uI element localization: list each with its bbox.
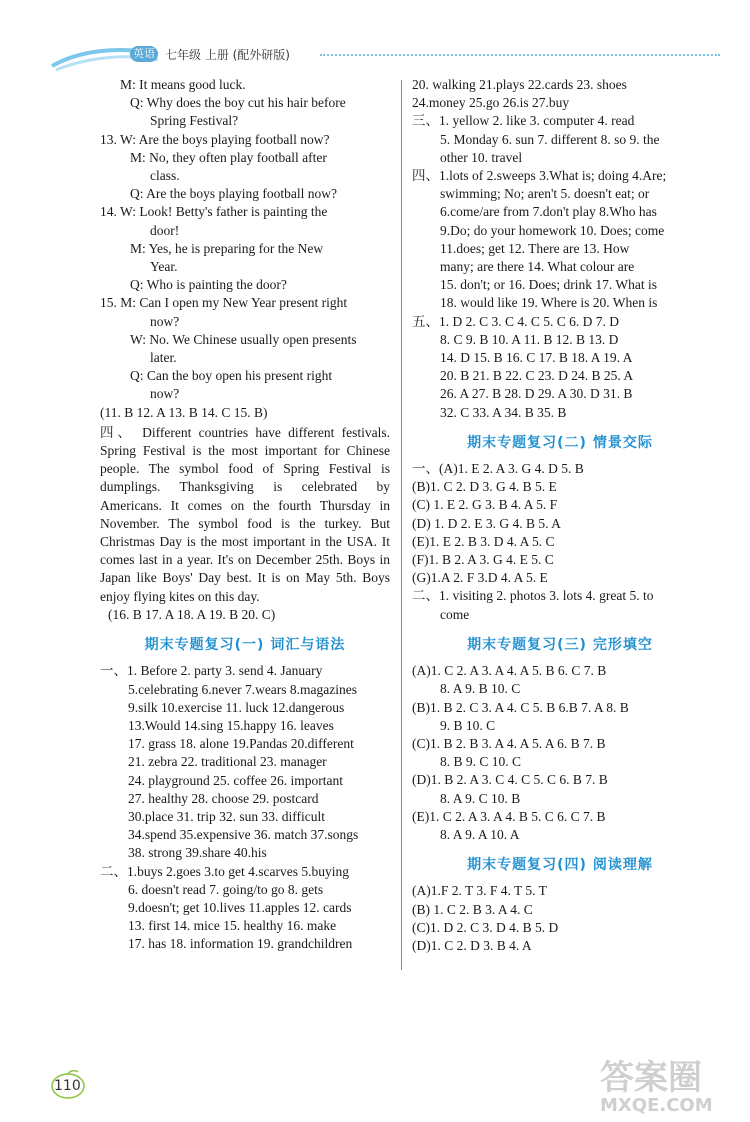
answer-line: 18. would like 19. Where is 20. When is [440,295,658,311]
listening-transcript [100,76,390,422]
answer-line: 一、(A)1. E 2. A 3. G 4. D 5. B [412,461,584,477]
answer-line: door! [150,222,180,238]
answer-line: W: No. We Chinese usually open presents [130,331,357,347]
section-title-reading: 期末专题复习(四) 阅读理解 [467,857,653,874]
answer-line: (C) 1. E 2. G 3. B 4. A 5. F [412,497,558,513]
left-column [100,76,390,954]
answer-line: class. [150,168,180,184]
answer-line: 34.spend 35.expensive 36. match 37.songs [128,827,359,843]
header-dotted-rule [320,54,720,56]
answer-line: 9.doesn't; get 10.lives 11.apples 12. cards [128,899,352,915]
answer-line: 一、1. Before 2. party 3. send 4. January [100,663,323,679]
answer-line: (D) 1. D 2. E 3. G 4. B 5. A [412,515,561,531]
answer-line: 二、1. visiting 2. photos 3. lots 4. great 5. to [412,588,654,604]
answer-line: 6.come/are from 7.don't play 8.Who has [440,204,657,220]
answer-line: 9. B 10. C [440,717,496,733]
answer-line: 17. grass 18. alone 19.Pandas 20.different [128,736,354,752]
answer-line: 13.Would 14.sing 15.happy 16. leaves [128,717,334,733]
answer-line: now? [150,386,180,402]
answer-line: (11. B 12. A 13. B 14. C 15. B) [100,404,268,420]
section-title-cloze: 期末专题复习(三) 完形填空 [467,636,653,653]
answer-line: M: No, they often play football after [130,149,327,165]
answer-line: 6. doesn't read 7. going/to go 8. gets [128,881,324,897]
answer-line: Q: Who is painting the door? [130,277,287,293]
answer-line: (E)1. C 2. A 3. A 4. B 5. C 6. C 7. B [412,808,606,824]
answer-line: other 10. travel [440,149,523,165]
page-header [0,0,750,75]
column-divider [401,80,402,970]
answer-line: 20. B 21. B 22. C 23. D 24. B 25. A [440,368,634,384]
answer-line: (B)1. B 2. C 3. A 4. C 5. B 6.B 7. A 8. B [412,699,629,715]
answer-line: 24.money 25.go 26.is 27.buy [412,95,570,111]
answer-line: swimming; No; aren't 5. doesn't eat; or [440,186,650,202]
answer-line: 38. strong 39.share 40.his [128,845,267,861]
subject-pill: 英语 [130,46,158,62]
answer-line: (F)1. B 2. A 3. G 4. E 5. C [412,552,554,568]
vocab-grammar-answers [100,662,390,953]
answer-line: 14. W: Look! Betty's father is painting the [100,204,328,220]
page-number-text: 110 [54,1078,81,1094]
answer-line: 五、1. D 2. C 3. C 4. C 5. C 6. D 7. D [412,313,620,329]
answer-line: now? [150,313,180,329]
answer-line: 17. has 18. information 19. grandchildren [128,936,353,952]
answer-line: 8. C 9. B 10. A 11. B 12. B 13. D [440,331,619,347]
answer-line: Q: Can the boy open his present right [130,368,333,384]
page-number [50,1070,90,1100]
answer-line: 26. A 27. B 28. D 29. A 30. D 31. B [440,386,633,402]
answer-line: 30.place 31. trip 32. sun 33. difficult [128,808,325,824]
answer-line: 15. M: Can I open my New Year present right [100,295,348,311]
answer-line: 四、1.lots of 2.sweeps 3.What is; doing 4.Are; [412,168,667,184]
answer-line: 32. C 33. A 34. B 35. B [440,404,567,420]
answer-line: (A)1.F 2. T 3. F 4. T 5. T [412,883,547,899]
right-column [412,76,708,955]
answer-line: 13. W: Are the boys playing football now? [100,131,330,147]
answer-line: later. [150,350,177,366]
section-title-situational: 期末专题复习(二) 情景交际 [467,434,653,451]
answer-line: 9.Do; do your homework 10. Does; come [440,222,665,238]
answer-line: 13. first 14. mice 15. healthy 16. make [128,918,337,934]
watermark [600,1060,740,1120]
answer-line: Q: Are the boys playing football now? [130,186,337,202]
answer-line: (B) 1. C 2. B 3. A 4. C [412,901,533,917]
book-title: 七年级 上册 (配外研版) [165,48,290,62]
answer-line: (A)1. C 2. A 3. A 4. A 5. B 6. C 7. B [412,663,607,679]
answer-line: 14. D 15. B 16. C 17. B 18. A 19. A [440,350,633,366]
answer-line: Spring Festival? [150,113,239,129]
answer-block-top [412,76,708,422]
section-title-vocab-grammar: 期末专题复习(一) 词汇与语法 [144,637,346,654]
reading-answers [412,882,708,955]
cloze-answers [412,662,708,844]
watermark-url: MXQE.COM [600,1095,713,1116]
reading-passage: 四、 Different countries have different festivals. Spring Festival is the most important for Chinese people. The symbol food of Spring Festival is dumplings. Thanksgiving is celebrated by Americans. It comes on the fourth Thursday in November. The symbol food is the turkey. But Christmas Day is the most important in the USA. It comes last in a year. It's on December 25th. Boys in Japan like Boys' Day best. It is on May 5th. Boys enjoy flying kites on this day. [100,424,390,604]
answer-line: 二、1.buys 2.goes 3.to get 4.scarves 5.buying [100,863,349,879]
answer-line: 27. healthy 28. choose 29. postcard [128,790,319,806]
answer-line: 8. A 9. B 10. C [440,681,521,697]
answer-line: (C)1. B 2. B 3. A 4. A 5. A 6. B 7. B [412,735,606,751]
situational-answers [412,460,708,624]
answer-line: 8. B 9. C 10. C [440,754,522,770]
answer-line: 20. walking 21.plays 22.cards 23. shoes [412,77,627,92]
answer-line: Year. [150,259,178,275]
answer-line: 9.silk 10.exercise 11. luck 12.dangerous [128,699,345,715]
answer-line: (G)1.A 2. F 3.D 4. A 5. E [412,570,548,586]
answer-line: 11.does; get 12. There are 13. How [440,240,630,256]
answer-line: (B)1. C 2. D 3. G 4. B 5. E [412,479,557,495]
passage-answers: (16. B 17. A 18. A 19. B 20. C) [108,606,276,622]
answer-line: many; are there 14. What colour are [440,259,635,275]
answer-line: 15. don't; or 16. Does; drink 17. What is [440,277,658,293]
answer-line: (E)1. E 2. B 3. D 4. A 5. C [412,533,555,549]
answer-line: (D)1. C 2. D 3. B 4. A [412,937,532,953]
answer-line: 8. A 9. A 10. A [440,826,520,842]
answer-line: M: It means good luck. [120,77,246,92]
answer-line: 8. A 9. C 10. B [440,790,521,806]
answer-line: Q: Why does the boy cut his hair before [130,95,346,111]
watermark-logo-text: 答案圈 [600,1058,702,1098]
answer-line: (D)1. B 2. A 3. C 4. C 5. C 6. B 7. B [412,772,608,788]
answer-line: come [440,606,470,622]
answer-line: 21. zebra 22. traditional 23. manager [128,754,327,770]
answer-line: 三、1. yellow 2. like 3. computer 4. read [412,113,635,129]
answer-line: 5. Monday 6. sun 7. different 8. so 9. the [440,131,660,147]
answer-line: M: Yes, he is preparing for the New [130,240,324,256]
answer-line: 24. playground 25. coffee 26. important [128,772,343,788]
answer-line: 5.celebrating 6.never 7.wears 8.magazines [128,681,358,697]
answer-line: (C)1. D 2. C 3. D 4. B 5. D [412,919,559,935]
